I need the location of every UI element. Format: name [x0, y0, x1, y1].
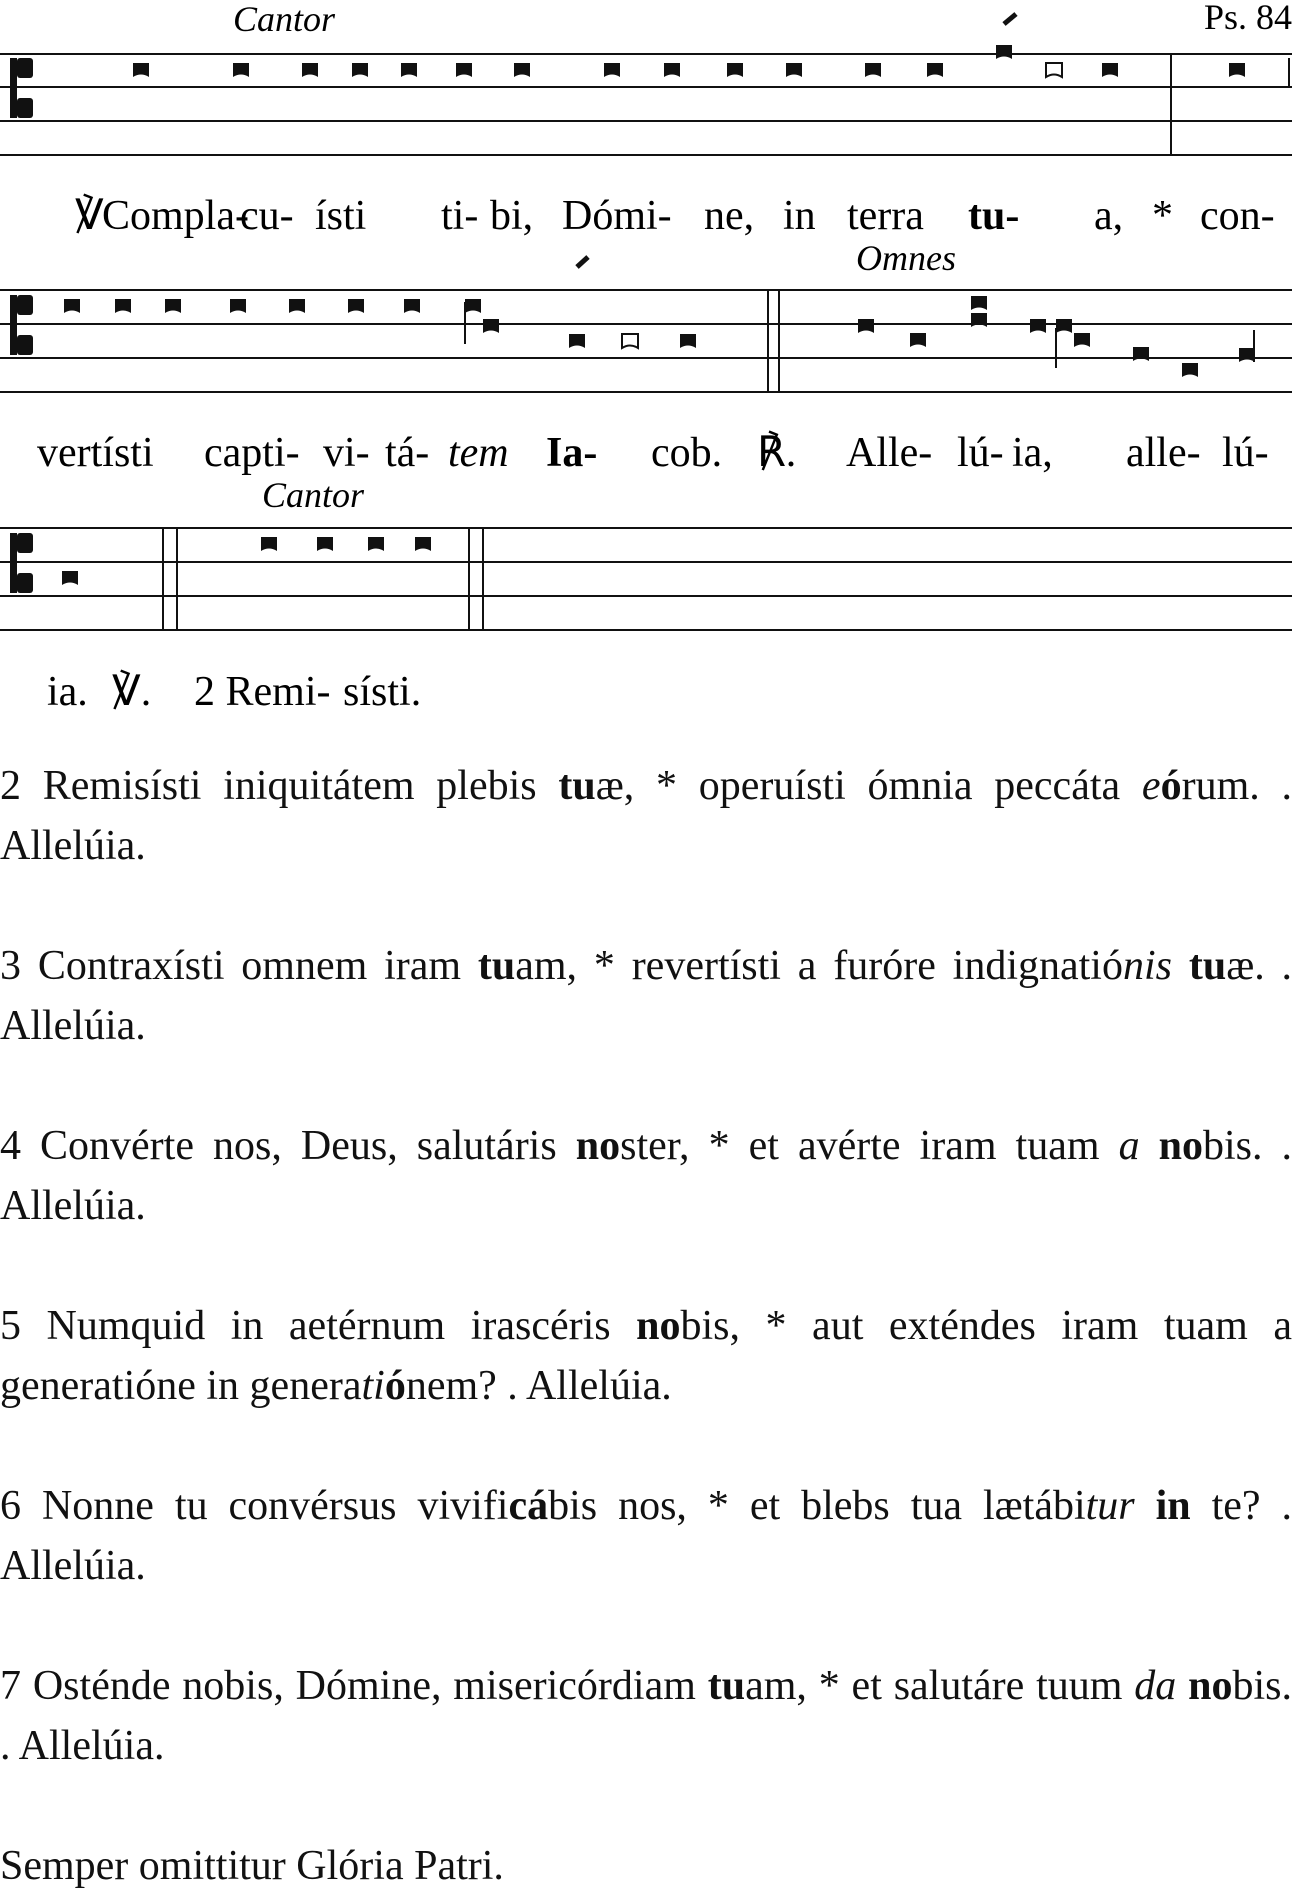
punctum-note [261, 537, 277, 551]
punctum-note [415, 537, 431, 551]
verse-text: ó [1160, 763, 1182, 809]
double-bar [768, 290, 779, 392]
verse-text: tu [707, 1663, 746, 1709]
punctum-note [786, 63, 802, 77]
punctum-note [1046, 63, 1062, 77]
verse-text: da [1134, 1663, 1177, 1709]
syllable: alle- [1126, 430, 1201, 476]
omnes-label: Omnes [856, 238, 956, 278]
psalm-verse [0, 1656, 1292, 1776]
verse-text: ster, * et avérte iram tuam [620, 1123, 1119, 1169]
syllable: vertísti [37, 430, 154, 476]
verse-text [1176, 1663, 1188, 1709]
punctum-note [1229, 63, 1245, 77]
syllable: * [1152, 193, 1173, 239]
syllable: ia, [1012, 430, 1053, 476]
verse-text: Remisísti iniquitátem plebis [42, 763, 559, 809]
ictus-mark-icon [577, 257, 588, 267]
syllable: Compla- [102, 193, 249, 239]
verse-text: Nonne tu convérsus vivifi [41, 1483, 509, 1529]
punctum-note [1239, 348, 1255, 362]
response-sign-icon: ℟. [757, 430, 797, 476]
verse-text: æ, * operuísti ómnia peccáta [595, 763, 1142, 809]
punctum-note [622, 334, 638, 348]
verse-text: in [1155, 1483, 1191, 1529]
punctum-note [302, 63, 318, 77]
lyrics-line-1 [75, 193, 1275, 239]
verse-text: Contraxísti omnem iram [37, 943, 478, 989]
psalm-verse [0, 936, 1292, 1056]
verse-number: 3 [0, 943, 38, 989]
syllable: 2 Remi- [194, 669, 331, 715]
verse-text: ó [384, 1363, 406, 1409]
syllable: Dómi- [562, 193, 672, 239]
lyrics-line-3 [47, 669, 421, 715]
verse-text: tu [477, 943, 516, 989]
verse-text: Numquid in aetérnum irascéris [46, 1303, 637, 1349]
verse-number: 4 [0, 1123, 41, 1169]
verse-text: ti [361, 1363, 385, 1409]
syllable: cob. [651, 430, 723, 476]
psalm-verse [0, 1476, 1292, 1596]
punctum-note [401, 63, 417, 77]
punctum-note [133, 63, 149, 77]
psalm-verse [0, 1296, 1292, 1416]
punctum-note [971, 296, 987, 310]
punctum-note [465, 299, 481, 313]
verse-text: Convérte nos, Deus, salutáris [40, 1123, 576, 1169]
verse-text: a [1118, 1123, 1140, 1169]
syllable: capti- [204, 430, 300, 476]
punctum-note [233, 63, 249, 77]
verse-text: no [575, 1123, 621, 1169]
punctum-note [230, 299, 246, 313]
syllable: tá- [385, 430, 430, 476]
verse-text: bis nos, * et blebs tua lætábi [548, 1483, 1086, 1529]
verse-text: tur [1085, 1483, 1135, 1529]
verse-text: bis, * aut exténdes iram tuam a generatióne in genera [0, 1303, 1292, 1409]
rubric-footer: Semper omittitur Glória Patri. [0, 1843, 504, 1889]
neume-group [133, 45, 1289, 88]
syllable: in [783, 193, 816, 239]
ictus-mark-icon [1004, 14, 1016, 24]
punctum-note [348, 299, 364, 313]
punctum-note [569, 334, 585, 348]
verse-number: 7 [0, 1663, 33, 1709]
verse-text: bis. . Allelúia. [0, 1663, 1293, 1769]
punctum-note [64, 299, 80, 313]
verse-number: 6 [0, 1483, 42, 1529]
verse-text: am, * revertísti a furóre indignatió [515, 943, 1123, 989]
verse-text: rum. . Allelúia. [0, 763, 1292, 869]
syllable: con- [1200, 193, 1275, 239]
punctum-note [996, 45, 1012, 59]
punctum-note [664, 63, 680, 77]
punctum-note [1102, 63, 1118, 77]
verse-text [1140, 1123, 1159, 1169]
punctum-note [483, 319, 499, 333]
punctum-note [456, 63, 472, 77]
verse-text: tu [1188, 943, 1227, 989]
double-bar [469, 528, 483, 630]
punctum-note [1030, 319, 1046, 333]
syllable: a, [1094, 193, 1124, 239]
verse-text: bis. . Allelúia. [0, 1123, 1293, 1229]
syllable: cu- [240, 193, 294, 239]
punctum-note [727, 63, 743, 77]
punctum-note [514, 63, 530, 77]
punctum-note [1074, 333, 1090, 347]
staff-lines [0, 54, 1292, 155]
verse-text: tu [558, 763, 596, 809]
punctum-note [368, 537, 384, 551]
punctum-note [289, 299, 305, 313]
verse-text: no [636, 1303, 681, 1349]
punctum-note [115, 299, 131, 313]
punctum-note [352, 63, 368, 77]
psalm-verse [0, 756, 1292, 876]
staff-lines [0, 290, 1292, 392]
verse-text: e [1141, 763, 1161, 809]
verse-text: no [1188, 1663, 1233, 1709]
punctum-note [604, 63, 620, 77]
chant-staff-1 [0, 0, 1295, 240]
syllable: vi- [323, 430, 370, 476]
syllable: ísti [315, 193, 367, 239]
punctum-note [910, 333, 926, 347]
verse-text [1172, 943, 1189, 989]
punctum-note [1182, 363, 1198, 377]
syllable: tem [448, 430, 509, 476]
cantor-label: Cantor [233, 0, 336, 39]
punctum-note [680, 334, 696, 348]
neume-group [64, 296, 1255, 377]
staff-lines [0, 528, 1292, 630]
syllable: lú- [1222, 430, 1269, 476]
double-bar [163, 528, 177, 630]
verse-text: cá [508, 1483, 549, 1529]
psalm-verse [0, 1116, 1292, 1236]
verse-text: nem? . Allelúia. [405, 1363, 672, 1409]
punctum-note [1056, 319, 1072, 333]
punctum-note [62, 571, 78, 585]
punctum-note [865, 63, 881, 77]
punctum-note [317, 537, 333, 551]
punctum-note [165, 299, 181, 313]
syllable: ne, [704, 193, 755, 239]
syllable: ia. [47, 669, 88, 715]
verse-text: nis [1122, 943, 1172, 989]
syllable: tu- [968, 193, 1020, 239]
verse-text: æ. . Allelúia. [0, 943, 1293, 1049]
syllable: Alle- [846, 430, 933, 476]
verse-number: 2 [0, 763, 43, 809]
verse-sign-icon: ℣ [75, 193, 104, 239]
punctum-note [404, 299, 420, 313]
verse-text: am, * et salutáre tuum [745, 1663, 1135, 1709]
cantor-label: Cantor [262, 475, 365, 515]
verse-number: 5 [0, 1303, 47, 1349]
verse-text [1135, 1483, 1156, 1529]
syllable: bi, [490, 193, 534, 239]
syllable: terra [847, 193, 924, 239]
syllable: Ia- [546, 430, 598, 476]
syllable: lú- [957, 430, 1004, 476]
verse-text: no [1158, 1123, 1203, 1169]
chant-staff-2 [0, 240, 1295, 478]
verse-text: te? . Allelúia. [0, 1483, 1293, 1589]
syllable: sísti. [343, 669, 422, 715]
verse-sign-icon: ℣. [112, 669, 152, 715]
chant-staff-3 [0, 475, 1295, 718]
punctum-note [927, 63, 943, 77]
psalm-verses [0, 756, 1292, 1896]
syllable: ti- [441, 193, 479, 239]
punctum-note [858, 319, 874, 333]
psalm-reference: Ps. 84 [1203, 0, 1292, 37]
verse-text: Osténde nobis, Dómine, misericórdiam [32, 1663, 708, 1709]
lyrics-line-2 [37, 430, 1269, 476]
